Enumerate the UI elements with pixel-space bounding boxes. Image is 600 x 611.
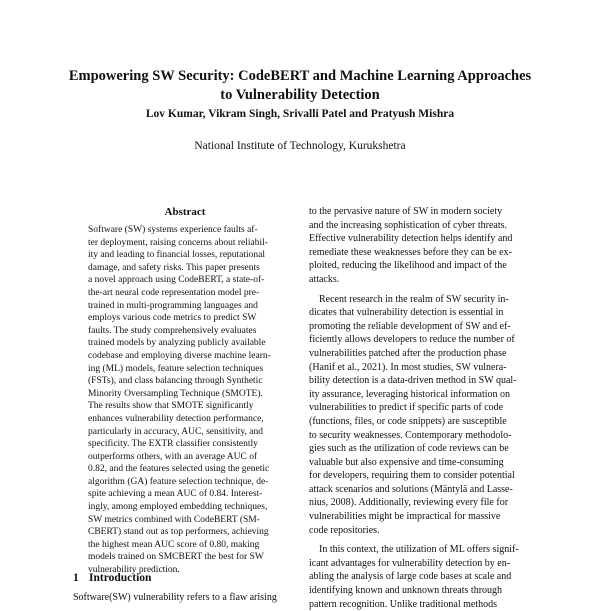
body-line: ity assurance, leveraging historical information on: [309, 388, 511, 400]
abstract-line: trained in multi-programming languages and: [88, 300, 258, 311]
abstract-line: damage, and safety risks. This paper presents: [88, 262, 260, 273]
affiliation: National Institute of Technology, Kurukshetra: [194, 140, 406, 152]
body-line: ploited, reducing the likelihood and impact of the: [309, 260, 507, 272]
body-line: attack scenarios and solutions (Mäntylä and Lasse-: [309, 483, 513, 495]
body-line: icant advantages for vulnerability detection by en-: [309, 557, 511, 569]
right-column-text: [309, 205, 538, 611]
body-line: for developers, requiring them to consider potential: [309, 470, 515, 482]
abstract-line: CBERT) stand out as top performers, achieving: [88, 527, 269, 538]
abstract-line: trained models by analyzing publicly available: [88, 338, 266, 349]
section-title: Introduction: [89, 572, 152, 584]
body-line: code repositories.: [309, 524, 380, 536]
body-line: vulnerabilities patched after the production phase: [309, 347, 507, 359]
body-line: dicates that vulnerability detection is essential in: [309, 307, 504, 319]
abstract-line: vulnerability prediction.: [88, 565, 180, 576]
body-line: vulnerabilities to predict if specific parts of code: [309, 402, 504, 414]
paper-title: [40, 67, 560, 105]
body-line: and the increasing sophistication of cyber threats.: [309, 219, 507, 231]
abstract-line: specificity. The EXTR classifier consistently: [88, 439, 258, 450]
abstract-line: spite achieving a mean AUC of 0.84. Interest-: [88, 489, 263, 500]
abstract-heading: Abstract: [164, 206, 206, 218]
abstract-line: ing (ML) models, feature selection techniques: [88, 363, 264, 374]
abstract-line: The results show that SMOTE significantly: [88, 401, 254, 412]
body-line: Recent research in the realm of SW security in-: [319, 293, 509, 305]
body-paragraph: [309, 205, 538, 287]
abstract-line: Minority Oversampling Technique (SMOTE).: [88, 388, 263, 399]
body-line: gies such as the utilization of code reviews can be: [309, 443, 509, 455]
abstract-line: Software (SW) systems experience faults af-: [88, 225, 258, 235]
body-line: In this context, the utilization of ML offers signif-: [319, 544, 519, 556]
body-line: to security weaknesses. Contemporary methodolo-: [309, 429, 512, 441]
body-line: (Hanif et al., 2021). In most studies, SW vulnera-: [309, 361, 507, 373]
abstract-line: particularly in accuracy, AUC, sensitivity, and: [88, 426, 263, 437]
author-list: Lov Kumar, Vikram Singh, Srivalli Patel and Pratyush Mishra: [145, 108, 455, 120]
abstract-line: ter deployment, raising concerns about reliabil-: [88, 237, 268, 248]
abstract-line: ingly, among employed embedding techniques,: [88, 502, 268, 513]
body-paragraph: [309, 543, 538, 611]
body-line: ficiently allows developers to reduce the number of: [309, 334, 515, 346]
abstract-line: a novel approach using CodeBERT, a state-of-: [88, 275, 265, 286]
abstract-line: enhances vulnerability detection performance,: [88, 413, 264, 424]
abstract-body: [88, 224, 281, 577]
abstract-line: SW metrics combined with CodeBERT (SM-: [88, 514, 260, 525]
section-number: 1: [73, 572, 79, 584]
abstract-line: faults. The study comprehensively evaluates: [88, 325, 257, 336]
body-paragraph: [309, 293, 538, 538]
abstract-line: models trained on SMCBERT the best for SW: [88, 552, 264, 563]
body-line: vulnerabilities might be impractical for massive: [309, 511, 501, 523]
body-line: promoting the reliable development of SW and ef-: [309, 320, 511, 332]
title-line: to Vulnerability Detection: [220, 87, 380, 103]
body-line: pattern recognition. Unlike traditional methods: [309, 598, 498, 610]
body-paragraph-partial: Software(SW) vulnerability refers to a flaw arising: [73, 592, 277, 603]
body-line: (functions, files, or code snippets) are susceptible: [309, 415, 507, 427]
abstract-line: the highest mean AUC score of 0.80, making: [88, 539, 260, 550]
abstract-line: ity and leading to financial losses, reputational: [88, 250, 266, 261]
body-line: to the pervasive nature of SW in modern society: [309, 206, 503, 217]
abstract-line: 0.82, and the features selected using the genetic: [88, 464, 270, 475]
abstract-line: codebase and employing diverse machine learn-: [88, 350, 271, 361]
abstract-line: algorithm (GA) feature selection technique, de-: [88, 476, 269, 487]
body-line: identifying known and unknown threats through: [309, 585, 503, 597]
body-line: abling the analysis of large code bases at scale and: [309, 571, 512, 583]
body-line: remediate these weaknesses before they can be ex-: [309, 246, 512, 258]
section-heading-introduction: [73, 572, 151, 584]
abstract-line: (FSTs), and class balancing through Synthetic: [88, 376, 263, 387]
abstract-line: the-art neural code representation model pre-: [88, 287, 260, 298]
abstract-line: employs various code metrics to predict SW: [88, 313, 257, 324]
abstract-line: outperforms others, with an average AUC of: [88, 451, 258, 462]
body-line: Effective vulnerability detection helps identify and: [309, 233, 513, 245]
body-line: valuable but also expensive and time-consuming: [309, 456, 504, 468]
title-line: Empowering SW Security: CodeBERT and Machine Learning Approaches: [68, 68, 532, 84]
body-line: nius, 2008). Additionally, reviewing every file for: [309, 497, 509, 509]
body-line: bility detection is a data-driven method in SW qual-: [309, 375, 517, 387]
body-line: attacks.: [309, 273, 340, 285]
